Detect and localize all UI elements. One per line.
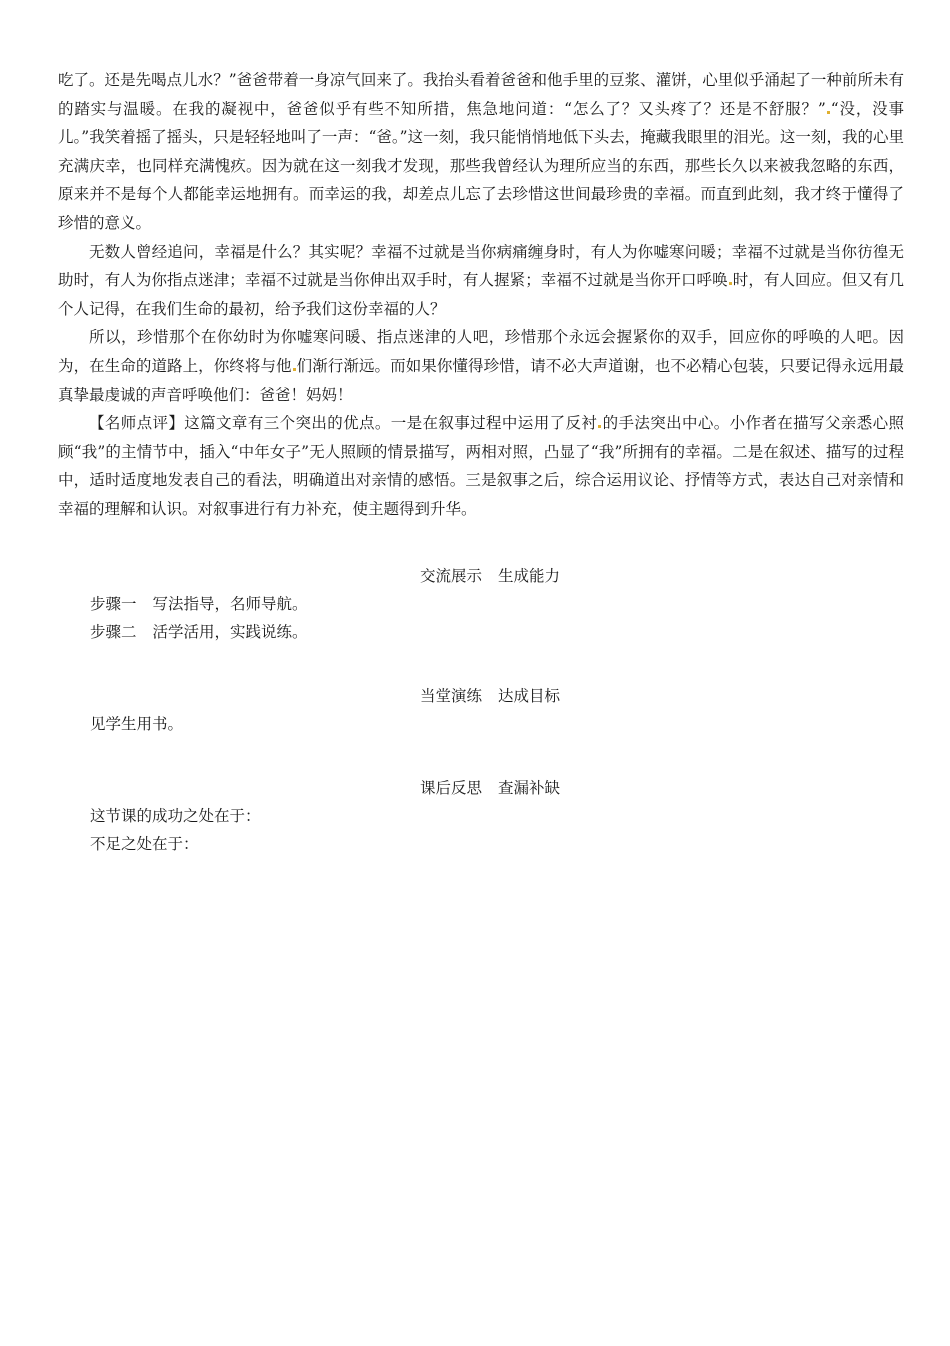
section-heading xyxy=(58,682,904,710)
step-text: 活学活用，实践说练。 xyxy=(152,622,308,641)
paragraph-text: 【名师点评】这篇文章有三个突出的优点。一是在叙事过程中运用了反衬 xyxy=(89,414,598,433)
article-paragraph-2 xyxy=(58,238,904,324)
step-one xyxy=(58,590,904,618)
heading-left: 课后反思 xyxy=(419,778,482,797)
heading-right: 生成能力 xyxy=(498,566,561,585)
step-two xyxy=(58,618,904,646)
paragraph-text: 所以，珍惜那个在你幼时为你嘘寒问暖、指点迷津的人吧，珍惜那个永远会握紧你的双手，回应你的呼唤的人吧。因为，在生命的道路上，你终将与他 xyxy=(58,328,904,375)
article-paragraph-1 xyxy=(58,66,904,238)
reflection-success: 这节课的成功之处在于： xyxy=(90,806,261,825)
practice-text: 见学生用书。 xyxy=(90,714,184,733)
paragraph-text: 的手法突出中心。小作者在描写父亲悉心照顾“我”的主情节中，插入“中年女子”无人照顾的情景描写，两相对照，凸显了“我”所拥有的幸福。二是在叙述、描写的过程中，适时适度地发表自己的看法，明确道出对亲情的感悟。三是叙事之后，综合运用议论、抒情等方式，表达自己对亲情和幸福的理解和认识。对叙事进行有力补充，使主题得到升华。 xyxy=(58,414,904,518)
stray-mark-icon xyxy=(293,368,296,371)
section-heading xyxy=(58,562,904,590)
document-page xyxy=(58,66,904,858)
heading-right: 达成目标 xyxy=(498,686,561,705)
heading-left: 当堂演练 xyxy=(419,686,482,705)
paragraph-text: 吃了。还是先喝点儿水？”爸爸带着一身凉气回来了。我抬头看着爸爸和他手里的豆浆、灌饼，心里似乎涌起了一种前所未有的踏实与温暖。在我的凝视中，爸爸似乎有些不知所措，焦急地问道：“怎么了？又头疼了？还是不舒服？” xyxy=(58,71,904,118)
paragraph-text: 们渐行渐远。而如果你懂得珍惜，请不必大声道谢，也不必精心包装，只要记得永远用最真挚最虔诚的声音呼唤他们：爸爸！妈妈！ xyxy=(58,356,904,404)
section-practice xyxy=(58,682,904,738)
step-label: 步骤二 xyxy=(90,622,137,641)
section-exchange xyxy=(58,562,904,646)
stray-mark-icon xyxy=(729,282,732,285)
section-heading xyxy=(58,774,904,802)
paragraph-text: 无数人曾经追问，幸福是什么？其实呢？幸福不过就是当你病痛缠身时，有人为你嘘寒问暖；幸福不过就是当你彷徨无助时，有人为你指点迷津；幸福不过就是当你伸出双手时，有人握紧；幸福不过就是当你开口呼唤 xyxy=(58,242,904,290)
reflection-shortcoming: 不足之处在于： xyxy=(90,834,199,853)
step-text: 写法指导，名师导航。 xyxy=(152,594,308,613)
section-reflection xyxy=(58,774,904,858)
heading-right: 查漏补缺 xyxy=(498,778,561,797)
stray-mark-icon xyxy=(827,111,830,114)
heading-left: 交流展示 xyxy=(419,566,482,585)
article-paragraph-3 xyxy=(58,323,904,409)
paragraph-text: 时，有人回应。但又有几个人记得，在我们生命的最初，给予我们这份幸福的人？ xyxy=(58,271,904,318)
stray-mark-icon xyxy=(598,425,601,428)
step-label: 步骤一 xyxy=(90,594,137,613)
paragraph-text: “没，没事儿。”我笑着摇了摇头，只是轻轻地叫了一声：“爸。”这一刻，我只能悄悄地低下头去，掩藏我眼里的泪光。这一刻，我的心里充满庆幸，也同样充满愧疚。因为就在这一刻我才发现，那些我曾经认为理所应当的东西，那些长久以来被我忽略的东西，原来并不是每个人都能幸运地拥有。而幸运的我，却差点儿忘了去珍惜这世间最珍贵的幸福。而直到此刻，我才终于懂得了珍惜的意义。 xyxy=(58,99,904,232)
teacher-comment-paragraph xyxy=(58,409,904,523)
